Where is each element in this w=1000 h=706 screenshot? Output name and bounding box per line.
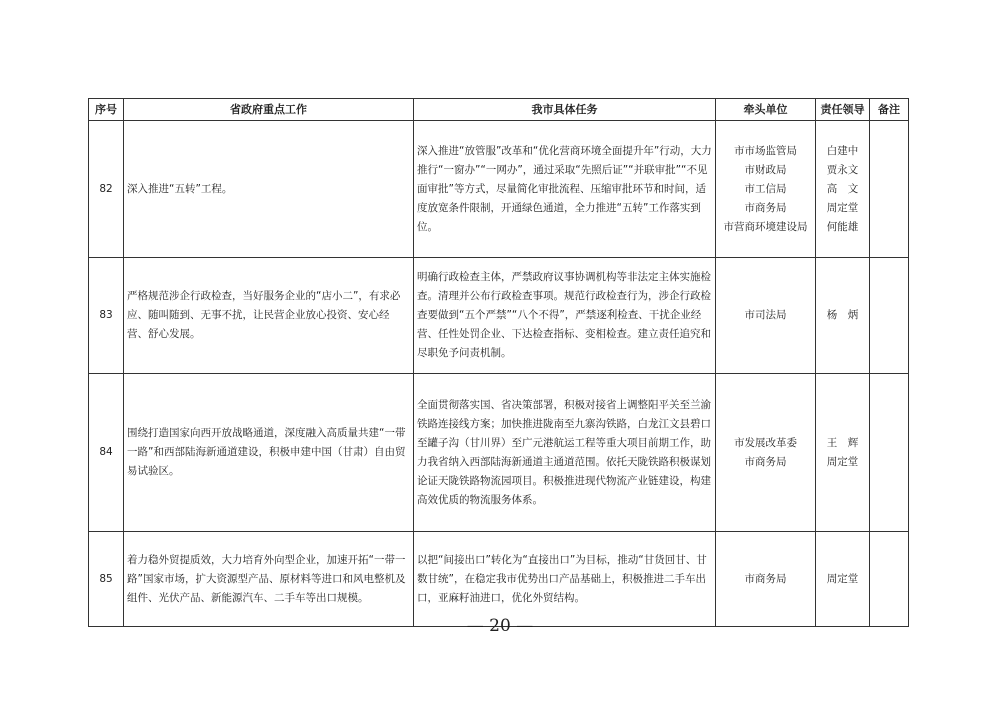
leader-name: 高 文 xyxy=(826,182,859,195)
leader-name: 周定堂 xyxy=(826,201,859,214)
city-tasks-cell: 明确行政检查主体，严禁政府议事协调机构等非法定主体实施检查。清理并公布行政检查事项。规范行政检查行为，涉企行政检查要做到“五个严禁”“八个不得”，严禁逐利检查、干扰企业经营、任性处罚企业、下达检查指标、变相检查。建立责任追究和尽职免予问责机制。 xyxy=(414,258,716,374)
leader-name: 贾永文 xyxy=(826,163,859,176)
lead-unit-cell xyxy=(716,258,816,374)
lead-unit: 市司法局 xyxy=(744,309,787,321)
remarks-cell xyxy=(870,374,909,532)
leader-name: 周定堂 xyxy=(826,572,859,585)
leader-cell xyxy=(816,532,870,627)
table-row xyxy=(89,258,909,374)
provincial-work-cell: 围绕打造国家向西开放战略通道，深度融入高质量共建“一带一路”和西部陆海新通道建设，积极申建中国（甘肃）自由贸易试验区。 xyxy=(124,374,414,532)
lead-unit-cell xyxy=(716,532,816,627)
remarks-cell xyxy=(870,532,909,627)
lead-unit: 市工信局 xyxy=(744,182,787,195)
header-lead-unit: 牵头单位 xyxy=(716,99,816,121)
provincial-work-cell: 严格规范涉企行政检查，当好服务企业的“店小二”，有求必应、随叫随到、无事不扰，让民营企业放心投资、安心经营、舒心发展。 xyxy=(124,258,414,374)
leader-name: 王 辉 xyxy=(826,436,859,449)
lead-unit: 市商务局 xyxy=(744,572,787,585)
header-city-tasks: 我市具体任务 xyxy=(414,99,716,121)
lead-unit: 市商务局 xyxy=(744,201,787,214)
row-number: 83 xyxy=(89,258,124,374)
header-provincial-work: 省政府重点工作 xyxy=(124,99,414,121)
provincial-work-cell: 着力稳外贸提质效，大力培育外向型企业，加速开拓“一带一路”国家市场，扩大资源型产品、原材料等进口和风电整机及组件、光伏产品、新能源汽车、二手车等出口规模。 xyxy=(124,532,414,627)
row-number: 82 xyxy=(89,121,124,258)
remarks-cell xyxy=(870,121,909,258)
lead-unit: 市财政局 xyxy=(744,163,787,176)
header-no: 序号 xyxy=(89,99,124,121)
work-task-table xyxy=(88,98,909,627)
lead-unit: 市发展改革委 xyxy=(734,436,797,449)
leader-name: 白建中 xyxy=(826,144,859,157)
leader-name: 何能雄 xyxy=(826,220,859,233)
leader-cell xyxy=(816,258,870,374)
provincial-work-cell: 深入推进“五转”工程。 xyxy=(124,121,414,258)
lead-unit: 市市场监管局 xyxy=(734,144,797,157)
city-tasks-cell: 全面贯彻落实国、省决策部署，积极对接省上调整阳平关至兰渝铁路连接线方案；加快推进陇南至九寨沟铁路，白龙江文县碧口至罐子沟（甘川界）至广元港航运工程等重大项目前期工作，助力我省纳入西部陆海新通道主通道范围。依托天陇铁路积极谋划论证天陇铁路物流园项目。积极推进现代物流产业链建设，构建高效优质的物流服务体系。 xyxy=(414,374,716,532)
lead-unit: 市商务局 xyxy=(744,455,787,468)
table-row xyxy=(89,121,909,258)
leader-cell xyxy=(816,121,870,258)
row-number: 85 xyxy=(89,532,124,627)
leader-name: 杨 炳 xyxy=(826,309,859,321)
lead-unit-cell xyxy=(716,121,816,258)
header-remarks: 备注 xyxy=(870,99,909,121)
row-number: 84 xyxy=(89,374,124,532)
lead-unit: 市营商环境建设局 xyxy=(723,220,808,233)
page-number: — 20 — xyxy=(466,616,534,636)
remarks-cell xyxy=(870,258,909,374)
city-tasks-cell: 以把“间接出口”转化为“直接出口”为目标，推动“甘货回甘、甘数甘统”，在稳定我市优势出口产品基础上，积极推进二手车出口，亚麻籽油进口，优化外贸结构。 xyxy=(414,532,716,627)
table-row xyxy=(89,532,909,627)
table-header-row xyxy=(89,99,909,121)
header-responsible-leader: 责任领导 xyxy=(816,99,870,121)
leader-name: 周定堂 xyxy=(826,455,859,468)
leader-cell xyxy=(816,374,870,532)
table-row xyxy=(89,374,909,532)
city-tasks-cell: 深入推进“放管服”改革和“优化营商环境全面提升年”行动，大力推行“一窗办”“一网办”，通过采取“先照后证”“并联审批”“不见面审批”等方式，尽量简化审批流程、压缩审批环节和时间，适度放宽条件限制，开通绿色通道，全力推进“五转”工作落实到位。 xyxy=(414,121,716,258)
lead-unit-cell xyxy=(716,374,816,532)
